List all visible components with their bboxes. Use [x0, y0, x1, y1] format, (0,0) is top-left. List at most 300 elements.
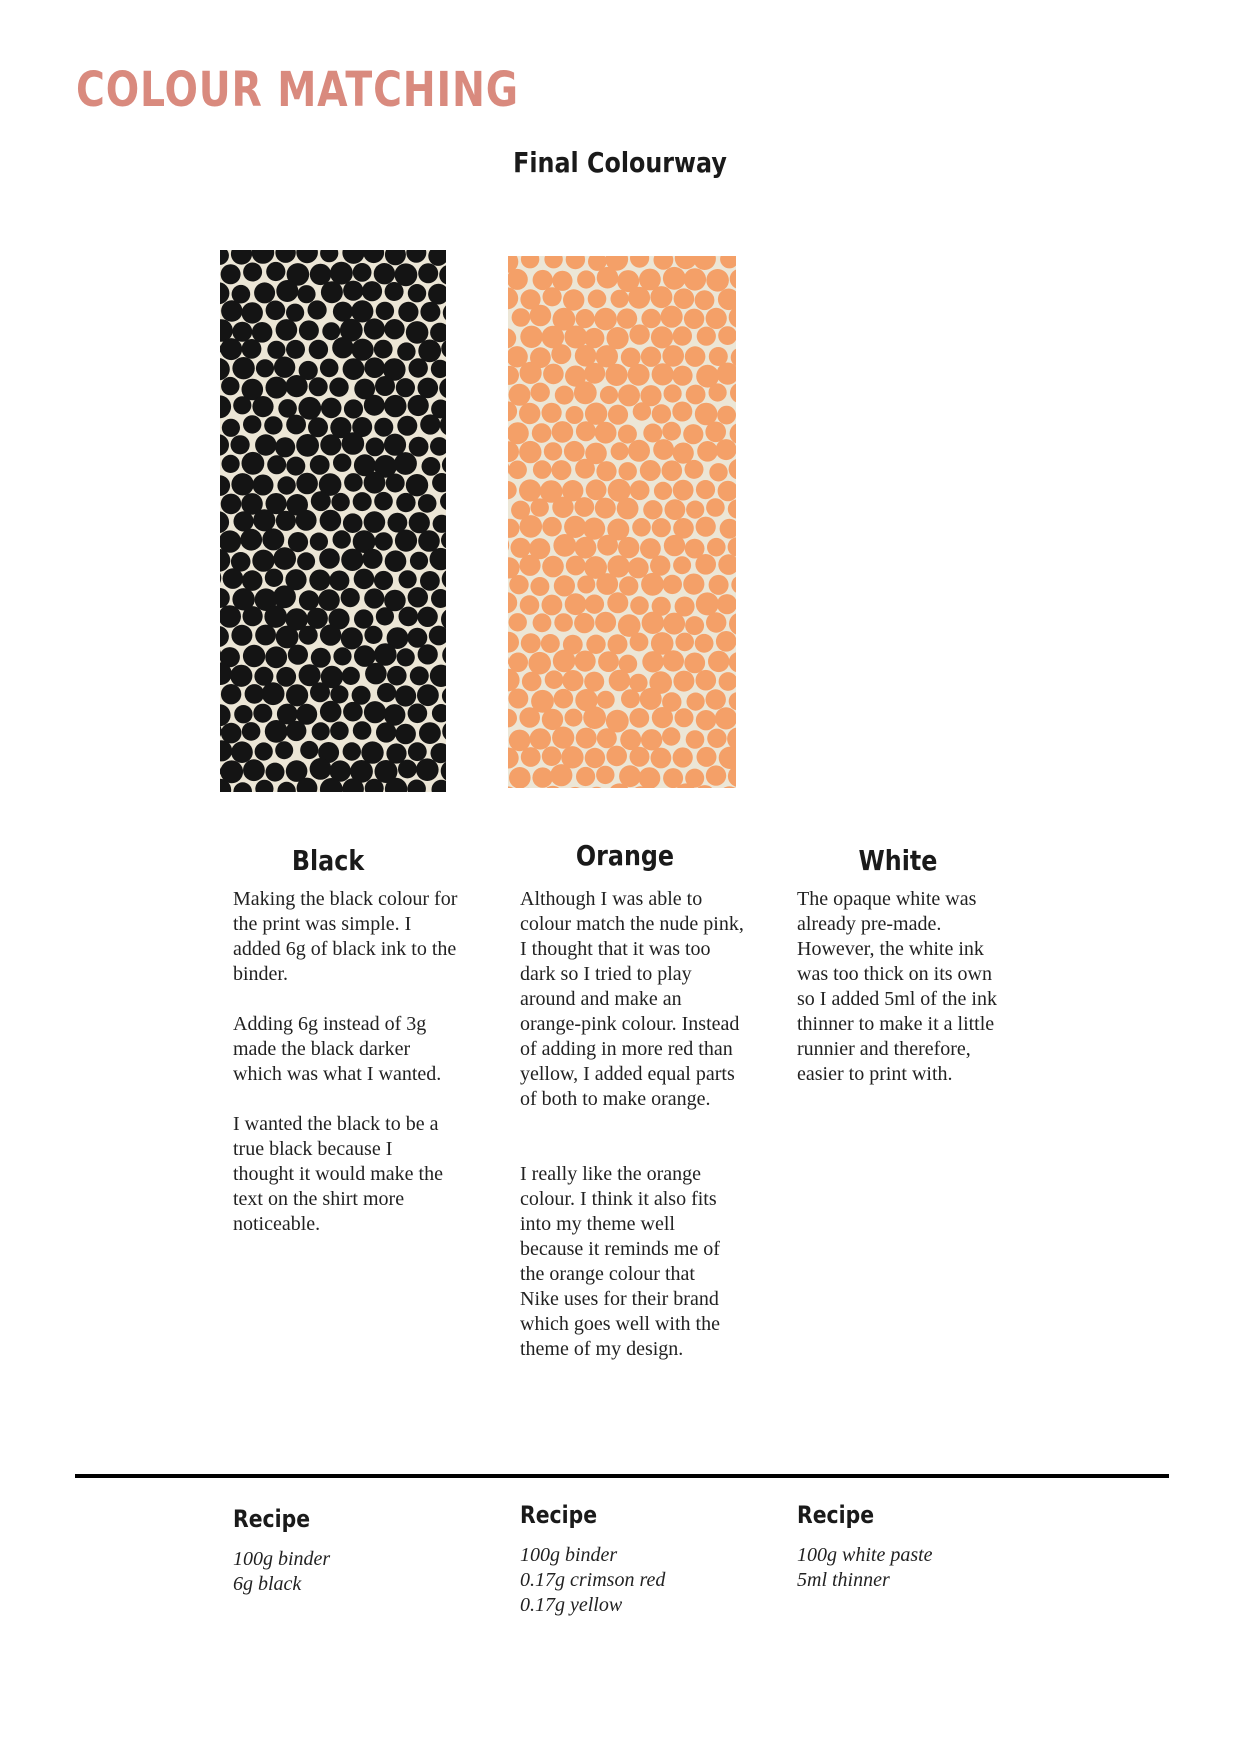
halftone-dot	[707, 538, 726, 557]
halftone-dot	[333, 647, 351, 665]
halftone-dot	[565, 593, 587, 615]
halftone-dot	[673, 326, 692, 345]
halftone-dot	[695, 290, 715, 310]
halftone-dot	[600, 386, 618, 404]
halftone-dot	[255, 742, 273, 760]
halftone-dot	[408, 704, 428, 724]
halftone-dot	[418, 644, 438, 664]
halftone-dot	[552, 497, 573, 518]
halftone-dot	[521, 633, 541, 653]
halftone-dot	[275, 741, 293, 759]
halftone-dot	[395, 724, 416, 745]
halftone-dot	[232, 322, 252, 342]
halftone-dot	[310, 758, 332, 780]
halftone-dot	[651, 748, 672, 769]
halftone-dot	[354, 569, 375, 590]
halftone-dot	[366, 438, 385, 457]
halftone-dot	[519, 441, 541, 463]
halftone-dot	[652, 404, 671, 423]
halftone-dot	[397, 342, 415, 360]
halftone-dot	[267, 455, 286, 474]
halftone-dot	[343, 358, 365, 380]
halftone-dot	[673, 747, 693, 767]
halftone-dot	[554, 689, 574, 709]
halftone-dot	[663, 650, 684, 671]
halftone-dot	[509, 575, 528, 594]
halftone-dot	[687, 693, 705, 711]
halftone-dot	[420, 302, 440, 322]
halftone-dot	[364, 318, 385, 339]
halftone-dot	[309, 340, 328, 359]
halftone-dot	[365, 663, 387, 685]
halftone-dot	[598, 651, 619, 672]
halftone-dot	[385, 282, 404, 301]
halftone-dot	[332, 337, 353, 358]
halftone-dot	[564, 326, 587, 349]
halftone-dot	[709, 383, 727, 401]
halftone-dot	[344, 399, 363, 418]
halftone-dot	[662, 727, 680, 745]
halftone-dot	[640, 688, 662, 710]
halftone-dot	[554, 613, 573, 632]
halftone-dot	[274, 357, 295, 378]
halftone-dot	[642, 612, 664, 634]
recipe-line: 6g black	[233, 1573, 302, 1595]
halftone-dot	[288, 645, 308, 665]
halftone-dot	[530, 728, 551, 749]
halftone-dot	[575, 537, 597, 559]
halftone-dot	[308, 300, 327, 319]
halftone-dot	[662, 460, 683, 481]
halftone-dot	[330, 722, 349, 741]
halftone-dot	[298, 397, 321, 420]
halftone-dot	[376, 302, 394, 320]
halftone-dot	[511, 538, 531, 558]
halftone-dot	[254, 282, 275, 303]
halftone-dot	[542, 746, 562, 766]
recipe-line: 5ml thinner	[797, 1569, 890, 1591]
halftone-dot	[243, 263, 262, 282]
recipe-heading-orange: Recipe	[520, 1501, 598, 1529]
halftone-dot	[619, 765, 641, 787]
halftone-dot	[629, 708, 649, 728]
orange-swatch	[508, 256, 736, 788]
halftone-dot	[343, 702, 363, 722]
halftone-dot	[230, 665, 252, 687]
halftone-dot	[322, 322, 340, 340]
halftone-dot	[341, 627, 363, 649]
halftone-dot	[683, 424, 703, 444]
halftone-dot	[542, 403, 562, 423]
halftone-dot	[286, 375, 308, 397]
halftone-dot	[595, 612, 616, 633]
halftone-dot	[374, 643, 397, 666]
halftone-dot	[512, 308, 531, 327]
halftone-dot	[630, 747, 650, 767]
halftone-dot	[341, 549, 363, 571]
halftone-dot	[320, 510, 342, 532]
halftone-dot	[716, 439, 736, 460]
halftone-dot	[311, 648, 331, 668]
halftone-dot	[640, 460, 661, 481]
recipe-line: 0.17g crimson red	[520, 1569, 666, 1591]
halftone-dot	[276, 280, 298, 302]
halftone-dot	[629, 324, 649, 344]
halftone-dot	[618, 537, 639, 558]
halftone-dot	[320, 359, 339, 378]
halftone-dot	[353, 492, 372, 511]
halftone-dot	[418, 263, 438, 283]
halftone-dot	[608, 634, 628, 654]
halftone-dot	[696, 592, 719, 615]
halftone-dot	[308, 417, 328, 437]
halftone-dot	[234, 705, 252, 723]
halftone-dot	[541, 634, 560, 653]
halftone-dot	[329, 378, 348, 397]
halftone-dot	[398, 302, 418, 322]
halftone-dot	[265, 646, 287, 668]
halftone-dot	[397, 648, 415, 666]
halftone-dot	[374, 340, 393, 359]
halftone-dot	[319, 548, 340, 569]
halftone-dot	[665, 499, 686, 520]
halftone-dot	[576, 767, 595, 786]
halftone-dot	[364, 395, 385, 416]
halftone-dot	[408, 395, 429, 416]
halftone-dot	[673, 443, 694, 464]
halftone-dot	[330, 685, 348, 703]
halftone-dot	[672, 402, 692, 422]
halftone-dot	[242, 302, 263, 323]
halftone-dot	[642, 651, 663, 672]
halftone-dot	[652, 518, 671, 537]
halftone-dot	[697, 747, 717, 767]
halftone-dot	[397, 416, 417, 436]
halftone-dot	[554, 575, 575, 596]
halftone-dot	[374, 263, 395, 284]
halftone-dot	[597, 535, 618, 556]
halftone-dot	[673, 556, 691, 574]
halftone-dot	[243, 415, 261, 433]
halftone-dot	[286, 415, 306, 435]
halftone-dot	[643, 424, 662, 443]
halftone-dot	[555, 386, 574, 405]
halftone-dot	[563, 289, 584, 310]
halftone-dot	[605, 364, 627, 386]
heading-white: White	[858, 844, 938, 877]
halftone-dot	[544, 442, 562, 460]
halftone-dot	[675, 708, 694, 727]
halftone-dot	[551, 344, 571, 364]
orange-paragraph-2: I really like the orange colour. I think it also fits into my theme well because it reminds me of the orange colour that Nike uses for their brand which goes well with the theme of my design.	[520, 1163, 720, 1360]
halftone-dot	[686, 501, 704, 519]
halftone-dot	[618, 425, 637, 444]
halftone-dot	[611, 442, 629, 460]
halftone-dot	[387, 666, 407, 686]
halftone-dot	[231, 435, 250, 454]
halftone-dot	[311, 491, 331, 511]
halftone-dot	[288, 532, 308, 552]
halftone-dot	[542, 517, 562, 537]
halftone-dot	[233, 396, 251, 414]
halftone-dot	[395, 263, 418, 286]
halftone-dot	[240, 529, 262, 551]
halftone-dot	[252, 322, 273, 343]
halftone-dot	[395, 685, 416, 706]
halftone-dot	[551, 460, 571, 480]
halftone-dot	[364, 511, 386, 533]
halftone-dot	[650, 555, 670, 575]
halftone-dot	[508, 461, 527, 480]
halftone-dot	[399, 607, 419, 627]
halftone-dot	[221, 377, 239, 395]
halftone-dot	[364, 472, 386, 494]
halftone-dot	[686, 730, 705, 749]
halftone-dot	[398, 760, 417, 779]
halftone-dot	[596, 766, 614, 784]
halftone-dot	[374, 492, 393, 511]
halftone-dot	[406, 321, 429, 344]
halftone-dot	[641, 309, 661, 329]
halftone-dot	[330, 262, 353, 285]
halftone-dot	[364, 701, 386, 723]
halftone-dot	[543, 287, 562, 306]
halftone-dot	[708, 651, 729, 672]
halftone-dot	[286, 304, 304, 322]
halftone-dot	[296, 434, 319, 457]
halftone-dot	[396, 378, 415, 397]
halftone-dot	[351, 300, 373, 322]
halftone-dot	[343, 742, 361, 760]
halftone-dot	[264, 416, 282, 434]
halftone-dot	[695, 634, 714, 653]
halftone-dot	[628, 287, 650, 309]
black-paragraph-1: Making the black colour for the print was simple. I added 6g of black ink to the binder.	[233, 888, 458, 985]
halftone-dot	[696, 480, 715, 499]
halftone-dot	[231, 473, 253, 495]
heading-black: Black	[291, 844, 365, 877]
halftone-dot	[617, 308, 637, 328]
halftone-dot	[576, 421, 596, 441]
halftone-dot	[310, 533, 328, 551]
halftone-dot	[553, 650, 576, 673]
halftone-dot	[683, 574, 704, 595]
halftone-dot	[385, 550, 407, 572]
halftone-dot	[674, 288, 695, 309]
halftone-dot	[409, 437, 429, 457]
halftone-dot	[542, 709, 563, 730]
halftone-dot	[273, 547, 296, 570]
halftone-dot	[521, 747, 541, 767]
halftone-dot	[574, 613, 594, 633]
halftone-dot	[299, 320, 319, 340]
halftone-dot	[519, 403, 540, 424]
halftone-dot	[509, 767, 531, 788]
halftone-dot	[318, 589, 340, 611]
halftone-dot	[310, 455, 330, 475]
halftone-dot	[664, 384, 682, 402]
halftone-dot	[577, 576, 595, 594]
halftone-dot	[309, 570, 330, 591]
halftone-dot	[299, 626, 318, 645]
halftone-dot	[617, 498, 639, 520]
halftone-dot	[243, 759, 265, 781]
halftone-dot	[519, 479, 541, 501]
halftone-dot	[255, 434, 276, 455]
halftone-dot	[543, 364, 564, 385]
halftone-dot	[686, 385, 706, 405]
halftone-dot	[628, 440, 650, 462]
halftone-dot	[265, 569, 283, 587]
halftone-dot	[630, 480, 650, 500]
halftone-dot	[585, 595, 604, 614]
halftone-dot	[709, 575, 729, 595]
halftone-dot	[542, 556, 564, 578]
halftone-dot	[377, 683, 396, 702]
halftone-dot	[595, 422, 617, 444]
halftone-dot	[509, 613, 527, 631]
halftone-dot	[223, 568, 244, 589]
halftone-dot	[312, 722, 330, 740]
halftone-dot	[575, 459, 595, 479]
halftone-dot	[685, 346, 706, 367]
halftone-dot	[220, 338, 242, 360]
halftone-dot	[662, 422, 681, 441]
halftone-dot	[407, 628, 427, 648]
heading-orange: Orange	[575, 839, 675, 872]
halftone-dot	[566, 406, 584, 424]
halftone-dot	[399, 570, 417, 588]
halftone-dot	[221, 300, 242, 321]
halftone-dot	[253, 475, 274, 496]
halftone-dot	[552, 727, 574, 749]
halftone-dot	[532, 423, 552, 443]
recipe-line: 100g white paste	[797, 1544, 933, 1566]
halftone-dot	[586, 479, 607, 500]
halftone-dot	[576, 728, 597, 749]
halftone-dot	[252, 550, 274, 572]
halftone-dot	[333, 530, 351, 548]
halftone-dot	[530, 305, 552, 327]
halftone-dot	[696, 710, 716, 730]
halftone-dot	[422, 457, 441, 476]
halftone-dot	[310, 264, 331, 285]
halftone-dot	[550, 764, 572, 786]
halftone-dot	[286, 684, 308, 706]
halftone-dot	[374, 532, 392, 550]
halftone-dot	[286, 340, 305, 359]
halftone-dot	[353, 721, 372, 740]
halftone-dot	[276, 626, 299, 649]
halftone-dot	[418, 378, 439, 399]
halftone-dot	[296, 510, 317, 531]
halftone-dot	[583, 518, 605, 540]
halftone-dot	[242, 339, 262, 359]
halftone-dot	[417, 684, 439, 706]
halftone-dot	[608, 405, 628, 425]
halftone-dot	[352, 339, 374, 361]
halftone-dot	[384, 319, 404, 339]
halftone-dot	[329, 571, 349, 591]
halftone-dot	[417, 607, 437, 627]
halftone-dot	[222, 455, 240, 473]
halftone-dot	[354, 609, 373, 628]
halftone-dot	[532, 767, 552, 787]
halftone-dot	[343, 281, 363, 301]
halftone-dot	[266, 763, 285, 782]
page-title: COLOUR MATCHING	[76, 62, 519, 118]
halftone-dot	[706, 765, 726, 785]
halftone-dot	[310, 682, 330, 702]
halftone-dot	[221, 684, 241, 704]
halftone-dot	[519, 707, 540, 728]
halftone-dot	[364, 626, 382, 644]
halftone-dot	[707, 729, 726, 748]
halftone-dot	[410, 552, 428, 570]
halftone-dot	[300, 741, 318, 759]
halftone-dot	[663, 267, 686, 290]
halftone-dot	[331, 493, 349, 511]
halftone-dot	[584, 363, 605, 384]
halftone-dot	[408, 587, 428, 607]
halftone-dot	[409, 512, 430, 533]
halftone-dot	[362, 281, 382, 301]
halftone-dot	[684, 309, 704, 329]
halftone-dot	[588, 290, 607, 309]
halftone-dot	[597, 267, 619, 289]
halftone-dot	[375, 376, 395, 396]
halftone-dot	[652, 707, 673, 728]
halftone-dot	[607, 592, 628, 613]
halftone-dot	[716, 631, 736, 652]
halftone-dot	[320, 701, 342, 723]
halftone-dot	[343, 513, 363, 533]
halftone-dot	[243, 606, 263, 626]
halftone-dot	[277, 476, 295, 494]
halftone-dot	[386, 474, 405, 493]
halftone-dot	[519, 555, 540, 576]
halftone-dot	[384, 395, 406, 417]
halftone-dot	[276, 667, 296, 687]
halftone-dot	[553, 534, 576, 557]
halftone-dot	[418, 494, 437, 513]
black-paragraph-3: I wanted the black to be a true black because I thought it would make the text on the shirt more noticeable.	[233, 1113, 443, 1235]
halftone-dot	[522, 672, 542, 692]
halftone-dot	[273, 585, 296, 608]
halftone-dot	[564, 441, 585, 462]
halftone-dot	[583, 706, 606, 729]
halftone-dot	[651, 326, 673, 348]
halftone-dot	[253, 704, 272, 723]
halftone-dot	[654, 482, 672, 500]
halftone-dot	[641, 573, 664, 596]
halftone-dot	[609, 670, 631, 692]
halftone-dot	[267, 341, 285, 359]
halftone-dot	[352, 686, 371, 705]
halftone-dot	[528, 652, 551, 675]
halftone-dot	[663, 575, 682, 594]
halftone-dot	[705, 422, 726, 443]
halftone-dot	[663, 613, 685, 635]
halftone-dot	[242, 722, 261, 741]
halftone-dot	[321, 281, 343, 303]
halftone-dot	[706, 612, 726, 632]
halftone-dot	[256, 359, 274, 377]
halftone-dot	[565, 709, 583, 727]
halftone-dot	[416, 758, 439, 781]
halftone-dot	[353, 263, 372, 282]
halftone-dot	[242, 452, 265, 475]
